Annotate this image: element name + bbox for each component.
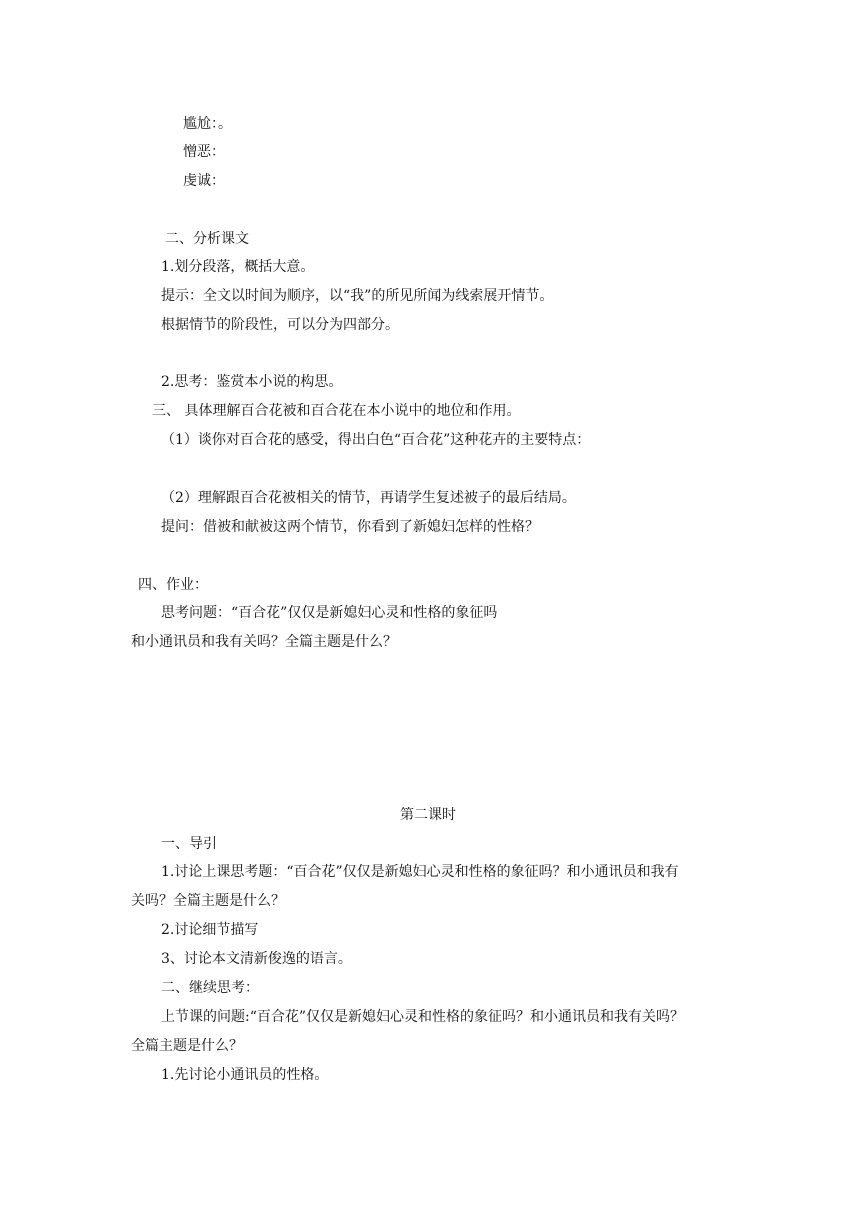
section-heading-homework: 四、作业： — [138, 577, 208, 593]
vocab-item-hate: 憎恶： — [183, 144, 225, 160]
question-structure: 2.思考：鉴赏本小说的构思。 — [161, 374, 343, 390]
homework-line-1: 思考问题：“百合花”仅仅是新媳妇心灵和性格的象征吗 — [161, 605, 498, 621]
discussion-line-1a: 1.讨论上课思考题：“百合花”仅仅是新媳妇心灵和性格的象征吗？和小通讯员和我有 — [161, 864, 679, 880]
lesson-title: 第二课时 — [400, 807, 456, 823]
lesson-heading-continue: 二、继续思考： — [161, 980, 259, 996]
continue-line-2: 1.先讨论小通讯员的性格。 — [161, 1067, 329, 1083]
section-heading-lily: 三、 具体理解百合花被和百合花在本小说中的地位和作用。 — [152, 403, 521, 419]
discussion-line-3: 3、讨论本文清新俊逸的语言。 — [161, 951, 352, 967]
discussion-line-1b: 关吗？全篇主题是什么？ — [131, 893, 285, 909]
hint-text: 提示：全文以时间为顺序，以“我”的所见所闻为线索展开情节。 — [161, 288, 554, 304]
homework-line-2: 和小通讯员和我有关吗？全篇主题是什么？ — [131, 634, 397, 650]
discussion-line-2: 2.讨论细节描写 — [161, 922, 259, 938]
lily-question-2: （2）理解跟百合花被相关的情节，再请学生复述被子的最后结局。 — [161, 490, 576, 506]
lesson-heading-intro: 一、导引 — [161, 836, 217, 852]
continue-line-1b: 全篇主题是什么？ — [131, 1038, 243, 1054]
lily-question-1: （1）谈你对百合花的感受，得出白色“百合花”这种花卉的主要特点： — [161, 432, 591, 448]
hint-text-continued: 根据情节的阶段性，可以分为四部分。 — [161, 317, 399, 333]
vocab-item-awkward: 尴尬：。 — [183, 116, 232, 132]
lily-question-3: 提问：借被和献被这两个情节，你看到了新媳妇怎样的性格？ — [161, 519, 539, 535]
question-paragraph-division: 1.划分段落，概括大意。 — [161, 259, 315, 275]
continue-line-1a: 上节课的问题:“百合花”仅仅是新媳妇心灵和性格的象征吗？和小通讯员和我有关吗？ — [161, 1009, 685, 1025]
vocab-item-pious: 虔诚： — [183, 173, 225, 189]
section-heading-analysis: 二、分析课文 — [165, 231, 249, 247]
